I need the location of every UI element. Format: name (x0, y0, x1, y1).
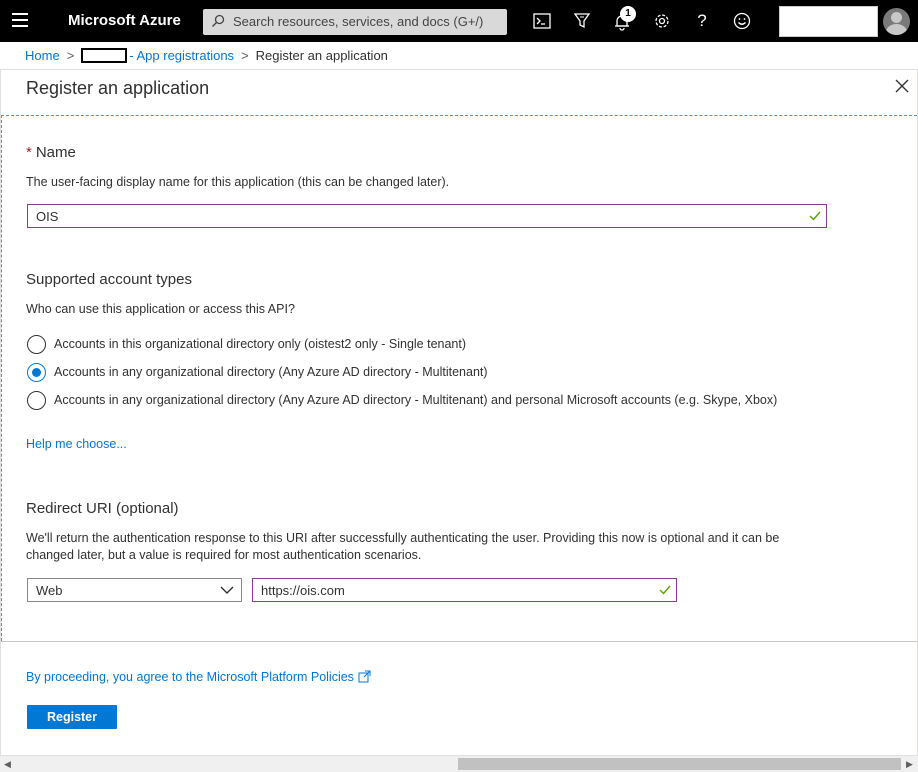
name-label (26, 144, 76, 161)
horizontal-scrollbar[interactable] (0, 755, 918, 772)
radio-button[interactable] (27, 335, 46, 354)
valid-check-icon (808, 209, 822, 223)
scroll-left-arrow-icon[interactable]: ◀ (4, 759, 11, 769)
platform-dropdown[interactable] (27, 578, 242, 602)
redirect-description-line2: changed later, but a value is required for most authentication scenarios. (26, 548, 422, 562)
search-placeholder: Search resources, services, and docs (G+/) (233, 14, 484, 29)
breadcrumb-home-link[interactable]: Home (25, 48, 60, 63)
breadcrumb (25, 48, 388, 66)
redirect-uri-title: Redirect URI (optional) (26, 500, 179, 517)
search-input[interactable] (203, 9, 507, 35)
breadcrumb-current: Register an application (255, 48, 388, 63)
register-button[interactable]: Register (27, 705, 117, 729)
account-info-box[interactable] (779, 6, 878, 37)
platform-policies-link[interactable] (26, 670, 371, 684)
search-icon (211, 14, 225, 28)
header-divider (1, 115, 917, 116)
help-me-choose-link[interactable]: Help me choose... (26, 437, 127, 451)
scroll-right-arrow-icon[interactable]: ▶ (906, 759, 913, 769)
focus-outline-left (1, 115, 2, 641)
feedback-icon[interactable] (731, 10, 753, 32)
scrollbar-thumb[interactable] (458, 758, 901, 770)
settings-icon[interactable] (651, 10, 673, 32)
required-marker: * (26, 144, 32, 161)
directory-filter-icon[interactable] (571, 10, 593, 32)
radio-button-selected[interactable] (27, 363, 46, 382)
radio-label: Accounts in any organizational directory (Any Azure AD directory - Multitenant) (54, 365, 488, 379)
name-description: The user-facing display name for this application (this can be changed later). (26, 175, 450, 189)
menu-icon[interactable] (12, 13, 34, 31)
platform-dropdown-value: Web (36, 583, 63, 598)
brand-title[interactable]: Microsoft Azure (68, 12, 181, 29)
account-types-title: Supported account types (26, 271, 192, 288)
redacted-tenant-box (81, 48, 127, 63)
page-title: Register an application (26, 78, 210, 98)
breadcrumb-separator: > (241, 48, 249, 63)
redirect-uri-field[interactable] (252, 578, 677, 602)
redirect-description-line1: We'll return the authentication response to this URI after successfully authenticating the user. Providing this now is optional and it can be (26, 531, 780, 545)
redirect-uri-value: https://ois.com (261, 583, 345, 598)
external-link-icon (358, 670, 371, 683)
breadcrumb-app-registrations-link[interactable]: - App registrations (129, 48, 235, 63)
radio-label: Accounts in any organizational directory (Any Azure AD directory - Multitenant) and personal Microsoft accounts (e.g. Skype, Xbox) (54, 393, 778, 407)
notification-count-badge: 1 (620, 6, 636, 22)
top-bar (0, 0, 918, 42)
valid-check-icon (658, 583, 672, 597)
register-app-blade (0, 69, 918, 772)
close-icon[interactable] (894, 78, 910, 94)
chevron-down-icon (220, 585, 234, 595)
cloud-shell-icon[interactable] (531, 10, 553, 32)
radio-button[interactable] (27, 391, 46, 410)
breadcrumb-separator: > (66, 48, 75, 63)
platform-policies-text: By proceeding, you agree to the Microsoft Platform Policies (26, 670, 354, 684)
account-types-question: Who can use this application or access this API? (26, 302, 295, 316)
help-icon[interactable]: ? (697, 11, 707, 30)
footer-divider (1, 641, 917, 642)
name-label-text: Name (35, 144, 76, 161)
avatar[interactable] (883, 8, 910, 35)
name-field[interactable] (27, 204, 827, 228)
name-field-value: OIS (36, 209, 59, 224)
radio-label: Accounts in this organizational directory only (oistest2 only - Single tenant) (54, 337, 467, 351)
